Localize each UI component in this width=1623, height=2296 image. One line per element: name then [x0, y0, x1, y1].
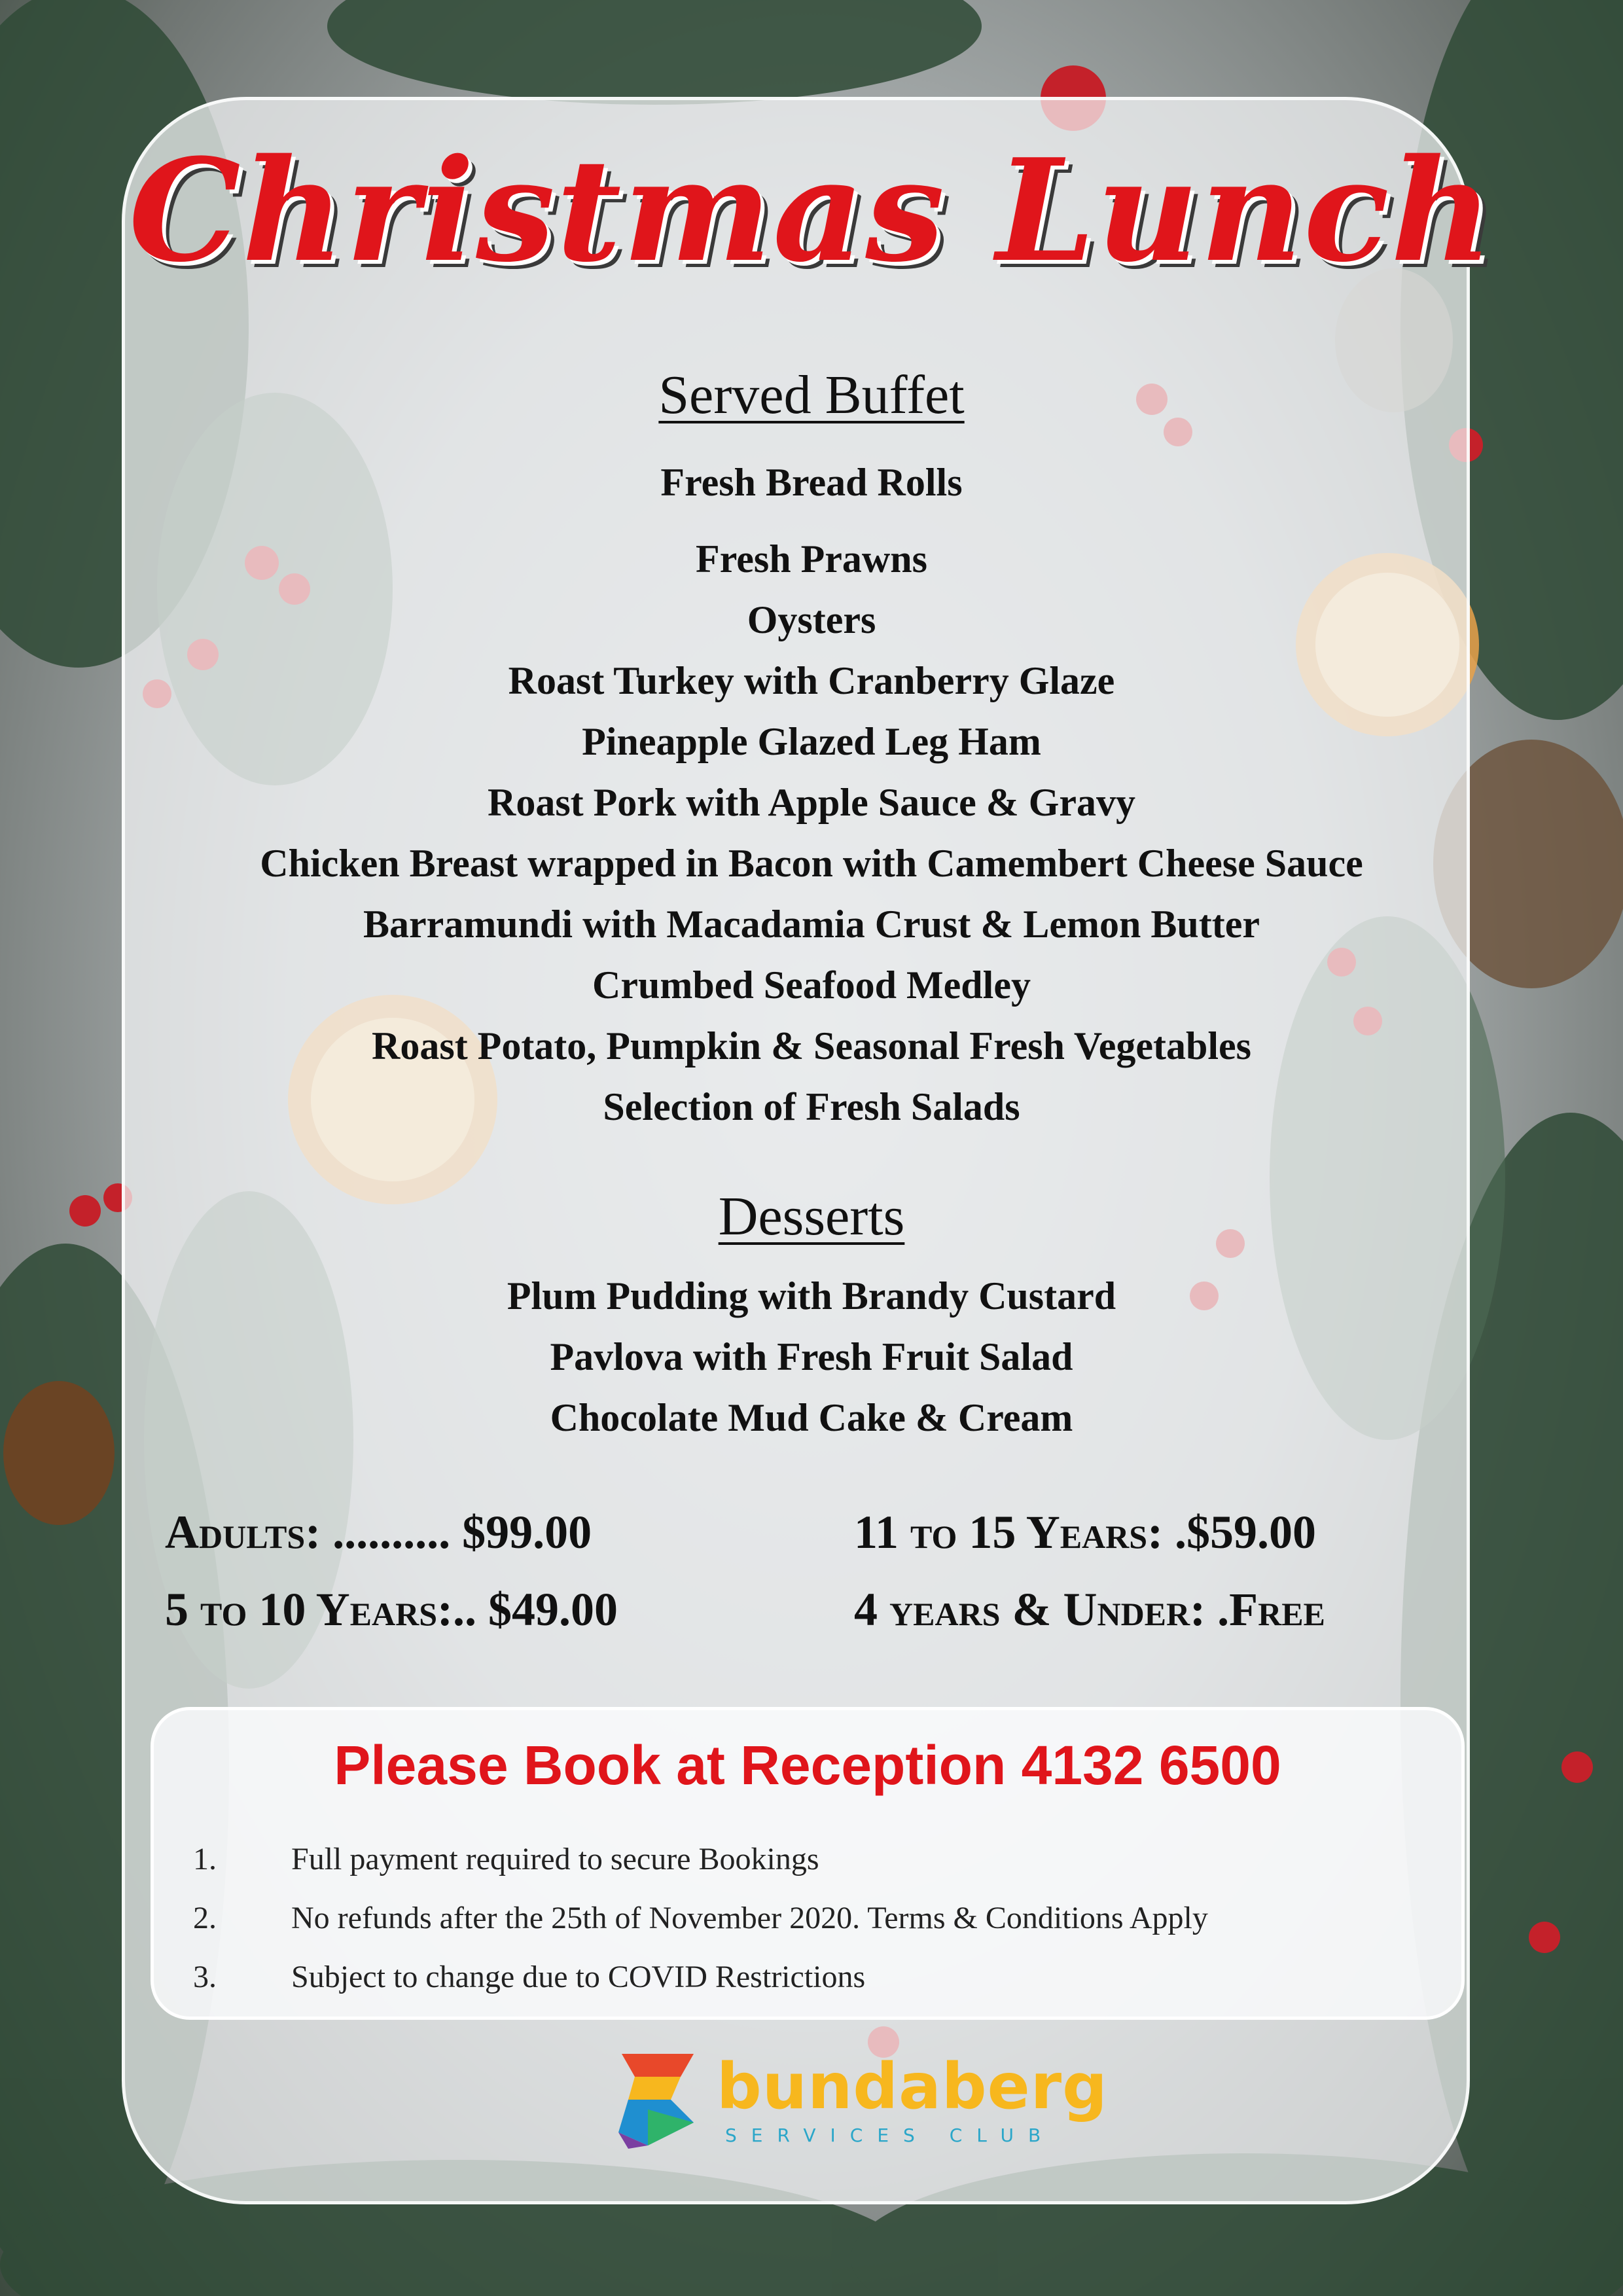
term-text: Subject to change due to COVID Restrictions	[291, 1960, 866, 1994]
price-4-and-under: 4 years & Under: .Free	[854, 1583, 1325, 1636]
term-item	[193, 1959, 865, 1995]
menu-item: Pavlova with Fresh Fruit Salad	[550, 1335, 1073, 1378]
logo-subtitle: SERVICES CLUB	[725, 2125, 1056, 2146]
bundaberg-logo-icon	[609, 2047, 707, 2152]
menu-item: Oysters	[747, 598, 876, 641]
booking-title: Please Book at Reception 4132 6500	[334, 1734, 1281, 1796]
term-number: 1.	[193, 1842, 217, 1876]
menu-item: Barramundi with Macadamia Crust & Lemon Butter	[363, 903, 1260, 946]
price-adults: Adults: .......... $99.00	[165, 1506, 592, 1558]
menu-item: Chocolate Mud Cake & Cream	[550, 1396, 1073, 1439]
term-item	[193, 1841, 819, 1877]
menu-item: Fresh Bread Rolls	[660, 461, 963, 504]
term-number: 3.	[193, 1960, 217, 1994]
menu-item: Plum Pudding with Brandy Custard	[507, 1274, 1116, 1318]
price-5-to-10: 5 to 10 Years:.. $49.00	[165, 1583, 618, 1636]
menu-item: Crumbed Seafood Medley	[592, 963, 1031, 1007]
booking-box	[151, 1707, 1465, 2020]
term-text: No refunds after the 25th of November 2020. Terms & Conditions Apply	[291, 1901, 1208, 1935]
menu-item: Chicken Breast wrapped in Bacon with Camembert Cheese Sauce	[260, 842, 1363, 885]
page-title: Christmas Lunch	[128, 128, 1495, 293]
bundaberg-logo	[609, 2047, 1108, 2152]
buffet-menu	[0, 460, 1623, 1145]
logo-wordmark: bundaberg	[717, 2050, 1108, 2123]
desserts-heading: Desserts	[718, 1186, 905, 1247]
term-text: Full payment required to secure Bookings	[291, 1842, 819, 1876]
menu-item: Roast Pork with Apple Sauce & Gravy	[488, 781, 1135, 824]
term-item	[193, 1900, 1208, 1936]
desserts-menu	[0, 1274, 1623, 1456]
buffet-heading: Served Buffet	[658, 365, 965, 425]
menu-item: Roast Potato, Pumpkin & Seasonal Fresh Vegetables	[372, 1024, 1251, 1067]
price-11-to-15: 11 to 15 Years: .$59.00	[854, 1506, 1317, 1558]
menu-item: Fresh Prawns	[696, 537, 927, 581]
menu-item: Roast Turkey with Cranberry Glaze	[508, 659, 1115, 702]
menu-item: Pineapple Glazed Leg Ham	[582, 720, 1041, 763]
term-number: 2.	[193, 1901, 217, 1935]
menu-item: Selection of Fresh Salads	[603, 1085, 1020, 1128]
